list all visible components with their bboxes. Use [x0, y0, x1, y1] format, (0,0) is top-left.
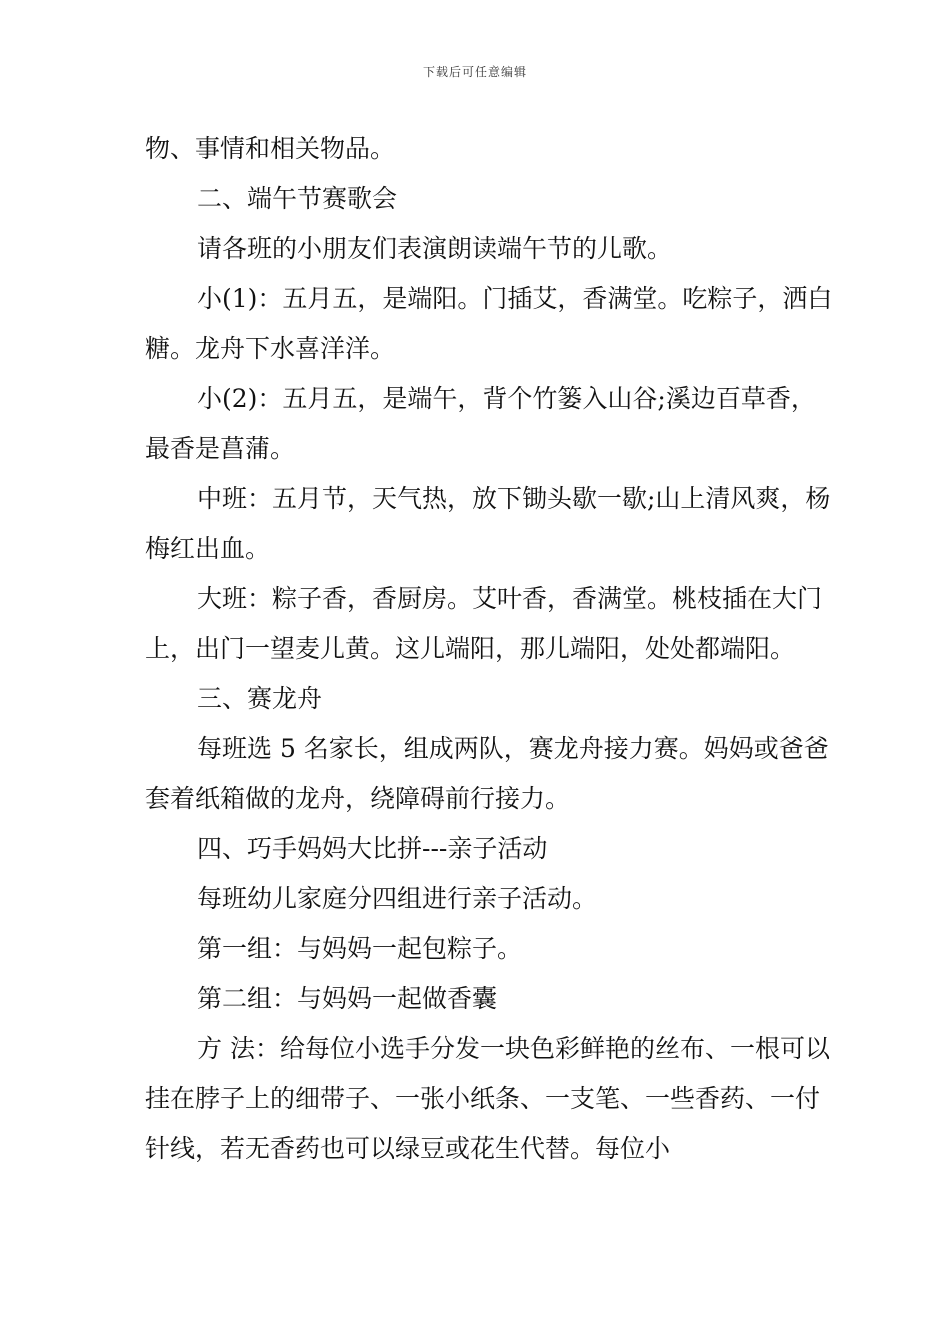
paragraph-song-intro: 请各班的小朋友们表演朗读端午节的儿歌。: [197, 234, 673, 263]
paragraph-middle-class: 中班：五月节，天气热，放下锄头歇一歇;山上清风爽，杨梅红出血。: [145, 484, 831, 563]
paragraph-continuation: 物、事情和相关物品。: [145, 134, 396, 163]
paragraph-small-class-1: 小(1)：五月五，是端阳。门插艾，香满堂。吃粽子，洒白糖。龙舟下水喜洋洋。: [145, 284, 833, 363]
document-body: [145, 124, 835, 1174]
paragraph-method: 方 法：给每位小选手分发一块色彩鲜艳的丝布、一根可以挂在脖子上的细带子、一张小纸条、一支笔、一些香药、一付针线，若无香药也可以绿豆或花生代替。每位小: [145, 1034, 830, 1163]
paragraph-big-class: 大班：粽子香，香厨房。艾叶香，香满堂。桃枝插在大门上，出门一望麦儿黄。这儿端阳，那儿端阳，处处都端阳。: [145, 584, 823, 663]
paragraph-group-one: 第一组：与妈妈一起包粽子。: [197, 934, 523, 963]
paragraph-groups-intro: 每班幼儿家庭分四组进行亲子活动。: [197, 884, 598, 913]
section-heading-dragon-boat: 三、赛龙舟: [197, 684, 323, 713]
section-heading-parent-child: 四、巧手妈妈大比拼---亲子活动: [197, 834, 548, 863]
section-heading-song-contest: 二、端午节赛歌会: [197, 184, 398, 213]
page-header: 下载后可任意编辑: [422, 65, 527, 79]
paragraph-dragon-boat: 每班选 5 名家长，组成两队，赛龙舟接力赛。妈妈或爸爸套着纸箱做的龙舟，绕障碍前行接力。: [145, 734, 829, 813]
paragraph-small-class-2: 小(2)：五月五，是端午，背个竹篓入山谷;溪边百草香，最香是菖蒲。: [145, 384, 816, 463]
paragraph-group-two: 第二组：与妈妈一起做香囊: [197, 984, 498, 1013]
